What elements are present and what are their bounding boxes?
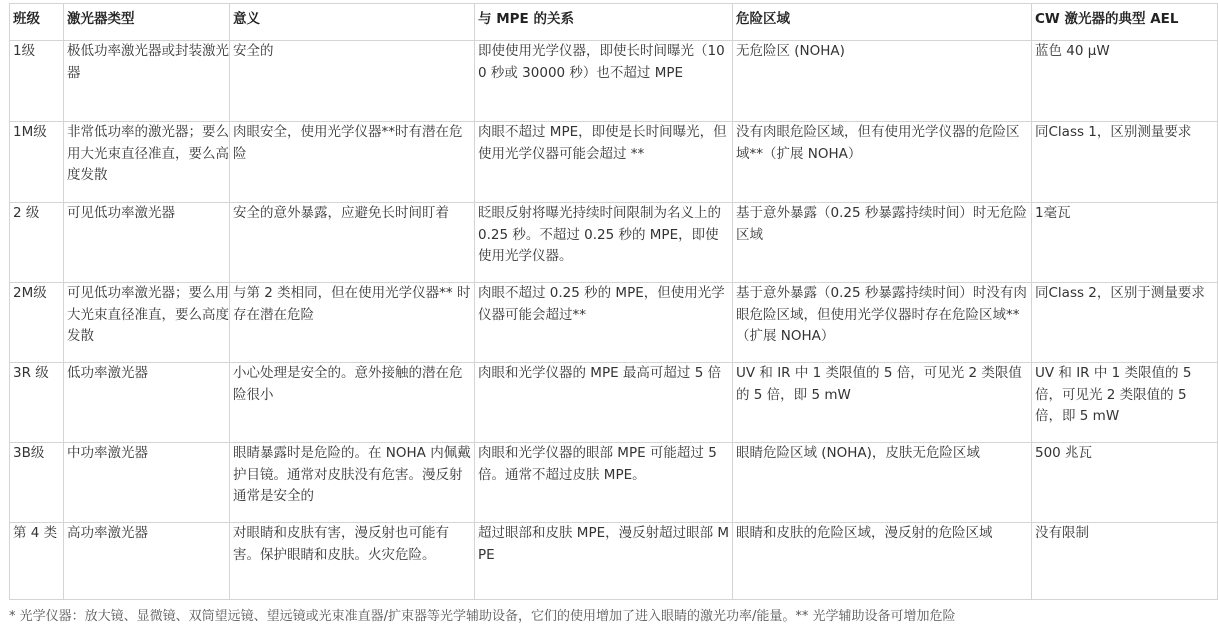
footnote-text: * 光学仪器：放大镜、显微镜、双筒望远镜、望远镜或光束准直器/扩束器等光学辅助设备，它们的使用增加了进入眼睛的激光功率/能量。** 光学辅助设备可增加危险 — [9, 609, 956, 624]
cell-mpe-relation: 肉眼和光学仪器的 MPE 最高可超过 5 倍 — [475, 363, 733, 443]
header-mpe-relation: 与 MPE 的关系 — [475, 4, 733, 41]
laser-class-table — [9, 3, 1218, 600]
cell-meaning: 安全的意外暴露，应避免长时间盯着 — [230, 203, 475, 283]
cell-meaning: 与第 2 类相同，但在使用光学仪器** 时存在潜在危险 — [230, 283, 475, 363]
table-row — [10, 203, 1218, 283]
cell-meaning: 眼睛暴露时是危险的。在 NOHA 内佩戴护目镜。通常对皮肤没有危害。漫反射通常是安全的 — [230, 443, 475, 523]
cell-laser-type: 极低功率激光器或封装激光器 — [64, 41, 230, 122]
cell-hazard-zone: 基于意外暴露（0.25 秒暴露持续时间）时没有肉眼危险区域，但使用光学仪器时存在危险区域**（扩展 NOHA） — [733, 283, 1032, 363]
cell-class: 3B级 — [10, 443, 64, 523]
cell-hazard-zone: 无危险区 (NOHA) — [733, 41, 1032, 122]
table-row — [10, 122, 1218, 203]
cell-hazard-zone: 眼睛危险区域 (NOHA)，皮肤无危险区域 — [733, 443, 1032, 523]
cell-typical-ael: 蓝色 40 μW — [1032, 41, 1218, 122]
cell-laser-type: 高功率激光器 — [64, 523, 230, 600]
cell-laser-type: 中功率激光器 — [64, 443, 230, 523]
cell-class: 2M级 — [10, 283, 64, 363]
cell-class: 1级 — [10, 41, 64, 122]
cell-typical-ael: UV 和 IR 中 1 类限值的 5 倍，可见光 2 类限值的 5 倍，即 5 mW — [1032, 363, 1218, 443]
cell-class: 1M级 — [10, 122, 64, 203]
cell-typical-ael: 同Class 1，区别测量要求 — [1032, 122, 1218, 203]
header-hazard-zone: 危险区域 — [733, 4, 1032, 41]
cell-mpe-relation: 即使使用光学仪器，即使长时间曝光（100 秒或 30000 秒）也不超过 MPE — [475, 41, 733, 122]
table-header-row — [10, 4, 1218, 41]
cell-meaning: 对眼睛和皮肤有害，漫反射也可能有害。保护眼睛和皮肤。火灾危险。 — [230, 523, 475, 600]
cell-meaning: 安全的 — [230, 41, 475, 122]
cell-typical-ael: 1毫瓦 — [1032, 203, 1218, 283]
cell-typical-ael: 同Class 2，区别于测量要求 — [1032, 283, 1218, 363]
header-typical-ael: CW 激光器的典型 AEL — [1032, 4, 1218, 41]
cell-mpe-relation: 肉眼不超过 MPE，即使是长时间曝光，但使用光学仪器可能会超过 ** — [475, 122, 733, 203]
cell-hazard-zone: 眼睛和皮肤的危险区域，漫反射的危险区域 — [733, 523, 1032, 600]
header-meaning: 意义 — [230, 4, 475, 41]
cell-typical-ael: 没有限制 — [1032, 523, 1218, 600]
cell-typical-ael: 500 兆瓦 — [1032, 443, 1218, 523]
table-row — [10, 443, 1218, 523]
cell-meaning: 肉眼安全，使用光学仪器**时有潜在危险 — [230, 122, 475, 203]
cell-mpe-relation: 肉眼和光学仪器的眼部 MPE 可能超过 5 倍。通常不超过皮肤 MPE。 — [475, 443, 733, 523]
cell-laser-type: 可见低功率激光器 — [64, 203, 230, 283]
cell-mpe-relation: 眨眼反射将曝光持续时间限制为名义上的 0.25 秒。不超过 0.25 秒的 MPE，即使使用光学仪器。 — [475, 203, 733, 283]
table-row — [10, 523, 1218, 600]
header-laser-type: 激光器类型 — [64, 4, 230, 41]
cell-mpe-relation: 肉眼不超过 0.25 秒的 MPE，但使用光学仪器可能会超过** — [475, 283, 733, 363]
cell-meaning: 小心处理是安全的。意外接触的潜在危险很小 — [230, 363, 475, 443]
table-row — [10, 41, 1218, 122]
cell-class: 第 4 类 — [10, 523, 64, 600]
cell-laser-type: 非常低功率的激光器；要么用大光束直径准直，要么高度发散 — [64, 122, 230, 203]
cell-class: 3R 级 — [10, 363, 64, 443]
cell-laser-type: 低功率激光器 — [64, 363, 230, 443]
table-row — [10, 283, 1218, 363]
cell-hazard-zone: 没有肉眼危险区域，但有使用光学仪器的危险区域**（扩展 NOHA） — [733, 122, 1032, 203]
cell-mpe-relation: 超过眼部和皮肤 MPE，漫反射超过眼部 MPE — [475, 523, 733, 600]
header-class: 班级 — [10, 4, 64, 41]
cell-hazard-zone: UV 和 IR 中 1 类限值的 5 倍，可见光 2 类限值的 5 倍，即 5 mW — [733, 363, 1032, 443]
table-row — [10, 363, 1218, 443]
cell-laser-type: 可见低功率激光器；要么用大光束直径准直，要么高度发散 — [64, 283, 230, 363]
cell-class: 2 级 — [10, 203, 64, 283]
cell-hazard-zone: 基于意外暴露（0.25 秒暴露持续时间）时无危险区域 — [733, 203, 1032, 283]
